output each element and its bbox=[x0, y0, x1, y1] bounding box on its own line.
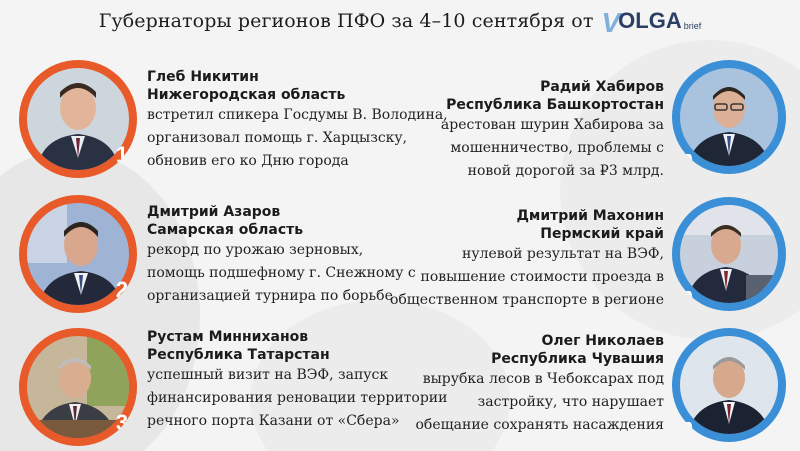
logo-text: OLGA bbox=[618, 8, 682, 33]
thumbs-down-icon bbox=[676, 289, 694, 307]
portrait bbox=[680, 68, 778, 166]
avatar bbox=[672, 197, 786, 311]
avatar bbox=[672, 328, 786, 442]
governor-region: Республика Татарстан bbox=[147, 347, 330, 363]
thumbs-down-icon bbox=[676, 420, 694, 438]
description-line: обещание сохранять насаждения bbox=[415, 417, 664, 433]
description-line: арестован шурин Хабирова за bbox=[440, 117, 664, 133]
governor-name: Олег Николаев bbox=[541, 333, 664, 349]
description-line: обновив его ко Дню города bbox=[147, 153, 349, 169]
governor-name: Дмитрий Махонин bbox=[516, 208, 664, 224]
logo-suffix: brief bbox=[683, 21, 702, 31]
header bbox=[0, 0, 800, 42]
logo-v: V bbox=[601, 7, 621, 38]
governor-name: Глеб Никитин bbox=[147, 69, 259, 85]
description-line: застройку, что нарушает bbox=[477, 394, 664, 410]
rank-badge: 1 bbox=[115, 142, 129, 167]
governor-entry-3 bbox=[0, 326, 448, 451]
portrait bbox=[680, 336, 778, 434]
description-line: успешный визит на ВЭФ, запуск bbox=[147, 367, 389, 383]
avatar bbox=[19, 60, 137, 178]
thumbs-down-icon bbox=[676, 152, 694, 170]
entry-text bbox=[416, 332, 665, 437]
description-line: мошенничество, проблемы с bbox=[450, 140, 664, 156]
avatar bbox=[672, 60, 786, 174]
description-line: рекорд по урожаю зерновых, bbox=[147, 242, 364, 258]
volga-brief-logo bbox=[601, 7, 702, 38]
governor-region: Самарская область bbox=[147, 222, 304, 238]
entry-text bbox=[390, 207, 664, 312]
entry-text bbox=[441, 78, 664, 183]
governor-name: Рустам Минниханов bbox=[147, 329, 309, 345]
description-line: общественном транспорте в регионе bbox=[389, 292, 664, 308]
description-line: речного порта Казани от «Сбера» bbox=[147, 413, 400, 429]
rank-badge: 3 bbox=[115, 410, 129, 435]
description-line: встретил спикера Госдумы В. Володина, bbox=[147, 107, 448, 123]
entry-text bbox=[147, 203, 416, 308]
description-line: новой дорогой за ₽3 млрд. bbox=[467, 163, 664, 179]
portrait bbox=[680, 205, 778, 303]
governor-region: Пермский край bbox=[540, 226, 664, 242]
governor-region: Республика Башкортостан bbox=[446, 97, 664, 113]
governor-region: Нижегородская область bbox=[147, 87, 346, 103]
governor-entry-4 bbox=[400, 58, 800, 183]
governor-entry-6 bbox=[400, 326, 800, 451]
governor-entry-2 bbox=[0, 193, 420, 318]
rank-badge: 2 bbox=[115, 277, 129, 302]
description-line: финансирования реновации территории bbox=[147, 390, 448, 406]
description-line: организацией турнира по борьбе bbox=[147, 288, 393, 304]
governor-region: Республика Чувашия bbox=[491, 351, 664, 367]
description-line: вырубка лесов в Чебоксарах под bbox=[422, 371, 664, 387]
description-line: помощь подшефному г. Снежному с bbox=[147, 265, 416, 281]
page-title: Губернаторы регионов ПФО за 4–10 сентября от bbox=[98, 10, 594, 32]
governor-entry-1 bbox=[0, 58, 448, 183]
description-line: организовал помощь г. Харцызску, bbox=[147, 130, 408, 146]
description-line: повышение стоимости проезда в bbox=[420, 269, 664, 285]
avatar bbox=[19, 195, 137, 313]
description-line: нулевой результат на ВЭФ, bbox=[462, 246, 664, 262]
governor-name: Радий Хабиров bbox=[540, 79, 664, 95]
governor-name: Дмитрий Азаров bbox=[147, 204, 281, 220]
avatar bbox=[19, 328, 137, 446]
governor-entry-5 bbox=[389, 195, 800, 320]
